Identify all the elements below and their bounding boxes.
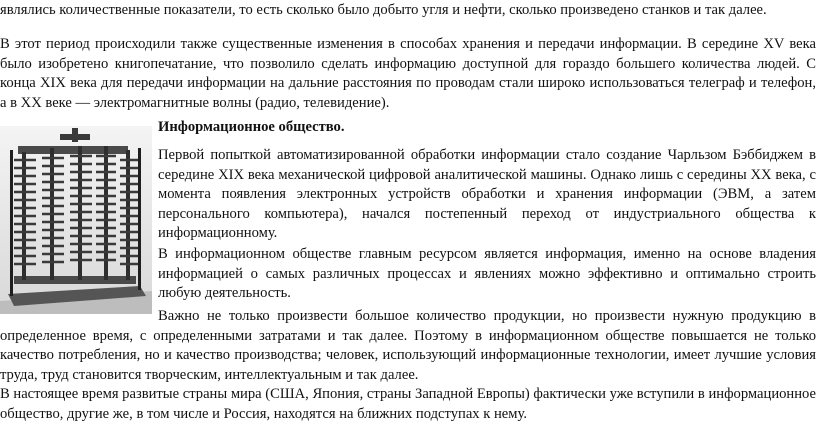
- difference-engine-icon: [0, 126, 152, 314]
- paragraph-top: являлись количественные показатели, то есть сколько было добыто угля и нефти, сколько произведено станков и так далее.: [0, 2, 767, 18]
- paragraph-storage: В этот период происходили также существенные изменения в способах хранения и передачи информации. В середине XV века было изобретено книгопечатание, что позволило сделать информацию доступной для гораздо большего количества людей. С конца XIX века для передачи информации на дальние расстояния по проводам стали широко использоваться телеграф и телефон, а в XX веке — электромагнитные волны (радио, телевидение).: [0, 36, 816, 111]
- paragraph-babbage: Первой попыткой автоматизированной обработки информации стало создание Чарльзом Бэббиджем в середине XIX века механической цифровой аналитической машины. Однако лишь с середины XX века, с момента появления электронных устройств обработки и хранения информации (ЭВМ, а затем персонального компьютера), начался постепенный переход от индустриального общества к информационному.: [158, 147, 816, 241]
- paragraph-resource: В информационном обществе главным ресурсом является информация, именно на основе владения информацией о самых различных процессах и явлениях можно эффективно и оптимально строить любую деятельность.: [158, 246, 816, 301]
- section-heading: Информационное общество.: [158, 119, 345, 135]
- paragraph-quality: Важно не только произвести большое количество продукции, но произвести нужную продукцию в определенное время, с определенными затратами и так далее. Поэтому в информационном обществе повышается не только качество потребления, но и качество производства; человек, использующий информационные технологии, имеет лучшие условия труда, труд становится творческим, интеллектуальным и так далее.: [0, 308, 816, 383]
- paragraph-countries: В настоящее время развитые страны мира (США, Япония, страны Западной Европы) фактически уже вступили в информационное общество, другие же, в том числе и Россия, находятся на ближних подступах к нему.: [0, 386, 816, 422]
